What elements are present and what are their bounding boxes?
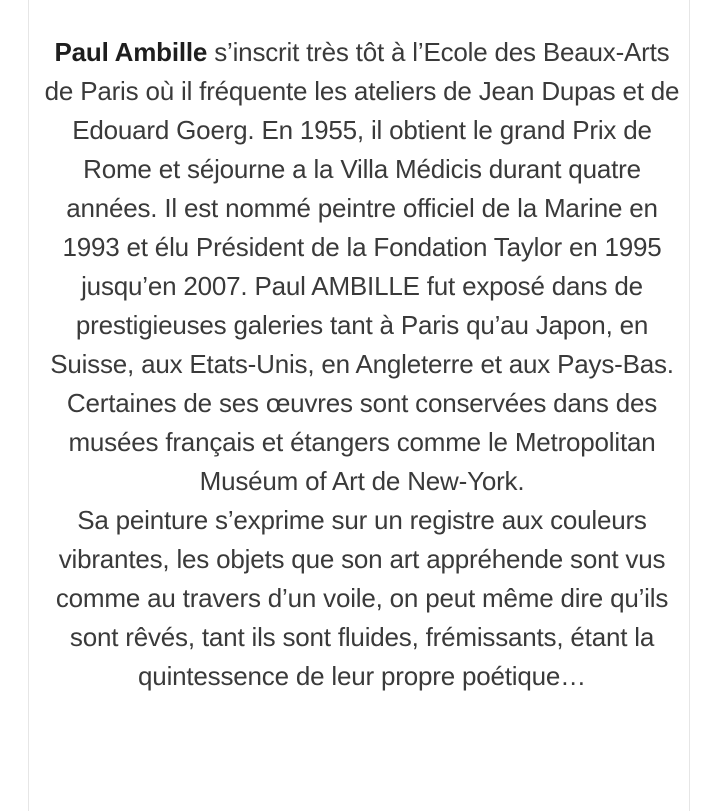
artist-name: Paul Ambille	[54, 37, 208, 67]
paragraph-biography	[44, 33, 680, 501]
biography-text: s’inscrit très tôt à l’Ecole des Beaux-Arts de Paris où il fréquente les ateliers de Jean Dupas et de Edouard Goerg. En 1955, il obtient le grand Prix de Rome et séjourne a la Villa Médicis durant quatre années. Il est nommé peintre officiel de la Marine en 1993 et élu Président de la Fondation Taylor en 1995 jusqu’en 2007. Paul AMBILLE fut exposé dans de prestigieuses galeries tant à Paris qu’au Japon, en Suisse, aux Etats-Unis, en Angleterre et aux Pays-Bas. Certaines de ses œuvres sont conservées dans des musées français et étangers comme le Metropolitan Muséum of Art de New-York.	[44, 37, 680, 496]
article-body	[44, 33, 680, 696]
paragraph-style: Sa peinture s’exprime sur un registre aux couleurs vibrantes, les objets que son art appréhende sont vus comme au travers d’un voile, on peut même dire qu’ils sont rêvés, tant ils sont fluides, frémissants, étant la quintessence de leur propre poétique…	[55, 505, 669, 691]
